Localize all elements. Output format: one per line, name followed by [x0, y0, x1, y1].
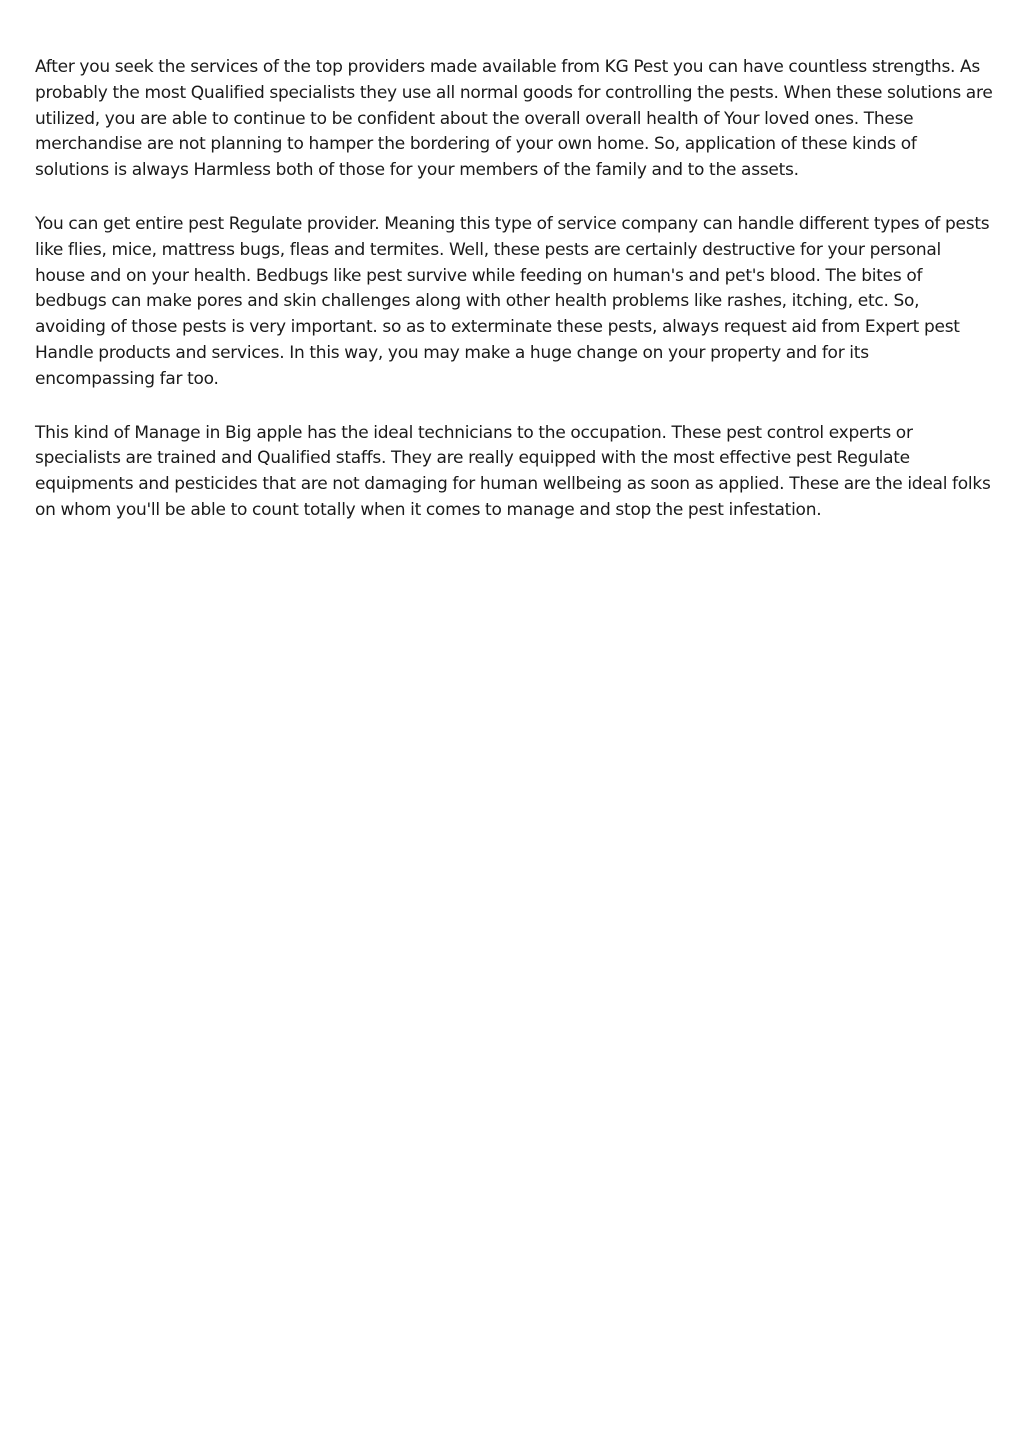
paragraph-2: You can get entire pest Regulate provider. Meaning this type of service company can handle different types of pests like flies, mice, mattress bugs, fleas and termites. Well, these pests are certainly destructive for your personal house and on your health. Bedbugs like pest survive while feeding on human's and pet's blood. The bites of bedbugs can make pores and skin challenges along with other health problems like rashes, itching, etc. So, avoiding of those pests is very important. so as to exterminate these pests, always request aid from Expert pest Handle products and services. In this way, you may make a huge change on your property and for its encompassing far too. — [35, 213, 990, 389]
paragraph-1: After you seek the services of the top providers made available from KG Pest you can have countless strengths. As probably the most Qualified specialists they use all normal goods for controlling the pests. When these solutions are utilized, you are able to continue to be confident about the overall overall health of Your loved ones. These merchandise are not planning to hamper the bordering of your own home. So, application of these kinds of solutions is always Harmless both of those for your members of the family and to the assets. — [35, 57, 993, 181]
document-body — [35, 55, 993, 552]
paragraph-3: This kind of Manage in Big apple has the ideal technicians to the occupation. These pest control experts or specialists are trained and Qualified staffs. They are really equipped with the most effective pest Regulate equipments and pesticides that are not damaging for human wellbeing as soon as applied. These are the ideal folks on whom you'll be able to count totally when it comes to manage and stop the pest infestation. — [35, 422, 991, 520]
